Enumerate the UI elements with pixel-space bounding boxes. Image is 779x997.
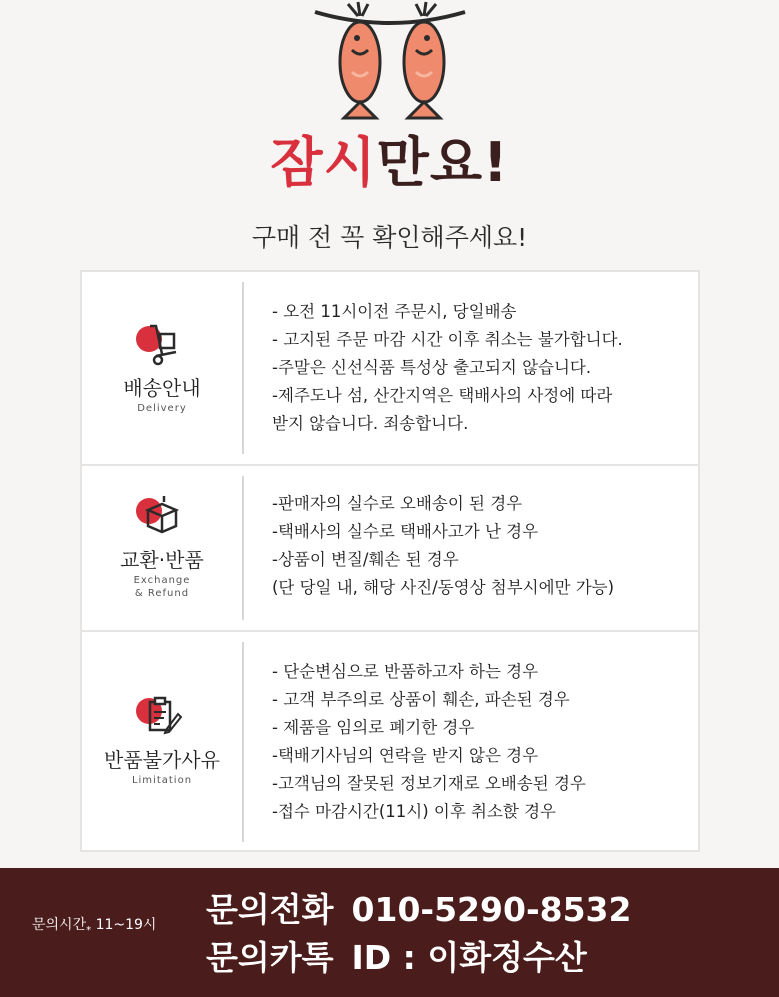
section-header (82, 492, 242, 599)
list-item: -고객님의 잘못된 정보기재로 오배송된 경우 (272, 774, 586, 793)
section-limitation (82, 632, 698, 852)
kakao-contact (206, 932, 587, 979)
kakao-id[interactable]: ID : 이화정수산 (351, 938, 587, 977)
list-item: 받지 않습니다. 죄송합니다. (272, 414, 469, 433)
section-lines (272, 490, 688, 602)
phone-label: 문의전화 (206, 890, 334, 929)
list-item: -판매자의 실수로 오배송이 된 경우 (272, 494, 523, 513)
column-divider (242, 282, 244, 454)
title-dark: 만요! (376, 131, 509, 194)
list-item: (단 당일 내, 해당 사진/동영상 첨부시에만 가능) (272, 578, 615, 597)
section-lines (272, 658, 688, 826)
section-title: 교환·반품 (120, 548, 204, 572)
business-hours: 문의시간$_*$ 11~19시 (32, 917, 157, 936)
section-subtitle-2: & Refund (134, 588, 190, 599)
section-delivery (82, 272, 698, 464)
list-item: - 오전 11시이전 주문시, 당일배송 (272, 302, 517, 321)
list-item: - 제품을 임의로 폐기한 경우 (272, 718, 475, 737)
hand-truck-icon (132, 320, 192, 370)
phone-number[interactable]: 010-5290-8532 (351, 890, 632, 929)
section-header (82, 692, 242, 786)
section-lines (272, 298, 688, 438)
section-subtitle: Exchange (133, 575, 191, 586)
page-title (0, 128, 779, 198)
clipboard-pen-icon (132, 692, 192, 742)
list-item: -택배기사님의 연락을 받지 않은 경우 (272, 746, 539, 765)
hero (0, 0, 779, 260)
hanging-fish-icon (300, 0, 480, 125)
list-item: -접수 마감시간(11시) 이후 취소핝 경우 (272, 802, 556, 821)
section-title: 반품불가사유 (104, 748, 220, 772)
phone-contact (206, 884, 631, 931)
section-title: 배송안내 (123, 376, 201, 400)
info-card (80, 270, 700, 852)
list-item: - 고지된 주문 마감 시간 이후 취소는 불가합니다. (272, 330, 623, 349)
list-item: -상품이 변질/훼손 된 경우 (272, 550, 459, 569)
list-item: -택배사의 실수로 택배사고가 난 경우 (272, 522, 539, 541)
box-alert-icon (132, 492, 192, 542)
page-subtitle: 구매 전 꼭 확인해주세요! (251, 223, 528, 252)
kakao-label: 문의카톡 (206, 938, 334, 977)
contact-footer (0, 868, 779, 997)
hours-label: 문의시간 (32, 917, 87, 933)
column-divider (242, 642, 244, 842)
section-header (82, 320, 242, 414)
title-red: 잠시 (270, 131, 377, 194)
list-item: - 고객 부주의로 상품이 훼손, 파손된 경우 (272, 690, 570, 709)
list-item: - 단순변심으로 반품하고자 하는 경우 (272, 662, 539, 681)
section-subtitle: Delivery (137, 403, 187, 414)
section-exchange (82, 466, 698, 630)
hours-value: 11~19시 (95, 917, 157, 933)
list-item: -제주도나 섬, 산간지역은 택배사의 사정에 따라 (272, 386, 613, 405)
column-divider (242, 476, 244, 620)
section-subtitle: Limitation (131, 775, 193, 786)
list-item: -주말은 신선식품 특성상 출고되지 않습니다. (272, 358, 592, 377)
